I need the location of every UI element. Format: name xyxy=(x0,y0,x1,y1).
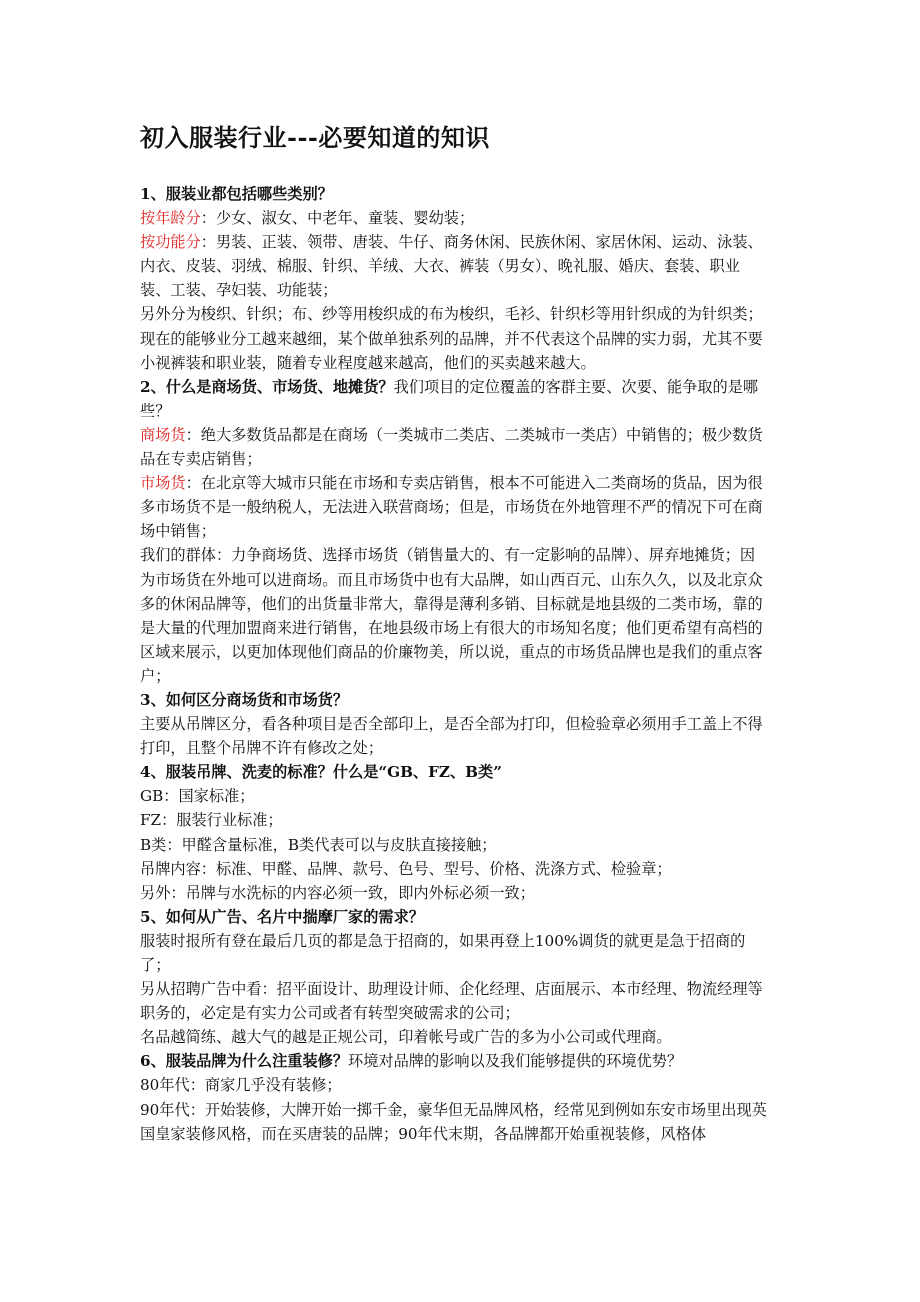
section-2-market-paragraph xyxy=(140,471,770,543)
section-4-paragraph-5: 另外：吊牌与水洗标的内容必须一致，即内外标必须一致； xyxy=(140,883,535,902)
section-2-question-bold: 2、什么是商场货、市场货、地摊货？ xyxy=(140,377,394,396)
section-5-paragraph-2: 另从招聘广告中看：招平面设计、助理设计师、企化经理、店面展示、本市经理、物流经理等职务的，必定是有实力公司或者有转型突破需求的公司； xyxy=(140,980,763,1023)
market-text: ：在北京等大城市只能在市场和专卖店销售，根本不可能进入二类商场的货品，因为很多市场货不是一般纳税人，无法进入联营商场；但是，市场货在外地管理不严的情况下可在商场中销售； xyxy=(140,474,763,541)
section-6-question-bold: 6、服装品牌为什么注重装修？ xyxy=(140,1052,349,1071)
section-1-age-paragraph xyxy=(140,206,770,230)
section-4-paragraph-2: FZ：服装行业标准； xyxy=(140,811,283,830)
section-6-question-normal: 环境对品牌的影响以及我们能够提供的环境优势？ xyxy=(348,1052,683,1071)
section-5-paragraph-1: 服装时报所有登在最后几页的都是急于招商的，如果再登上100%调货的就更是急于招商的了； xyxy=(140,931,746,974)
section-1-paragraph-3: 另外分为梭织、针织；布、纱等用梭织成的布为梭织，毛衫、针织杉等用针织成的为针织类； xyxy=(140,305,763,324)
section-1-question: 1、服装业都包括哪些类别？ xyxy=(140,185,333,203)
section-2-paragraph-4: 我们的群体：力争商场货、选择市场货（销售量大的、有一定影响的品牌）、屏弃地摊货；因为市场货在外地可以进商场。而且市场货中也有大品牌，如山西百元、山东久久，以及北京众多的休闲品牌等，他们的出货量非常大，靠得是薄利多销、目标就是地县级的二类市场，靠的是大量的代理加盟商来进行销售，在地县级市场上有很大的市场知名度；他们更希望有高档的区域来展示，以更加体现他们商品的价廉物美，所以说，重点的市场货品牌也是我们的重点客户； xyxy=(140,546,763,685)
section-6-paragraph-1: 80年代：商家几乎没有装修； xyxy=(140,1076,342,1095)
section-1-paragraph-4: 现在的能够业分工越来越细，某个做单独系列的品牌，并不代表这个品牌的实力弱，尤其不要小视裤装和职业装，随着专业程度越来越高，他们的买卖越来越大。 xyxy=(140,329,763,372)
section-5-paragraph-3: 名品越简练、越大气的越是正规公司，印着帐号或广告的多为小公司或代理商。 xyxy=(140,1028,672,1047)
mall-text: ：绝大多数货品都是在商场（一类城市二类店、二类城市一类店）中销售的；极少数货品在专卖店销售； xyxy=(140,425,763,469)
section-3-question: 3、如何区分商场货和市场货？ xyxy=(140,690,349,709)
section-2-question-normal: 我们项目的定位覆盖的客群主要、次要、能争取的是哪些？ xyxy=(140,377,759,420)
section-4-question: 4、服装吊牌、洗麦的标准？什么是“GB、FZ、B类” xyxy=(140,763,502,782)
age-label: 按年龄分 xyxy=(140,209,201,228)
market-label: 市场货 xyxy=(140,474,186,493)
section-6-question xyxy=(140,1049,770,1073)
section-5-question: 5、如何从广告、名片中揣摩厂家的需求？ xyxy=(140,907,424,926)
section-3-paragraph-1: 主要从吊牌区分，看各种项目是否全部印上，是否全部为打印，但检验章必须用手工盖上不得打印，且整个吊牌不许有修改之处； xyxy=(140,715,763,758)
section-6-paragraph-2: 90年代：开始装修，大牌开始一掷千金，豪华但无品牌风格，经常见到例如东安市场里出现英国皇家装修风格，而在买唐装的品牌；90年代末期，各品牌都开始重视装修，风格体 xyxy=(140,1100,767,1143)
section-4-paragraph-1: GB：国家标准； xyxy=(140,787,255,806)
section-2-question xyxy=(140,375,770,423)
section-4-paragraph-4: 吊牌内容：标准、甲醛、品牌、款号、色号、型号、价格、洗涤方式、检验章； xyxy=(140,859,672,878)
mall-label: 商场货 xyxy=(140,425,186,444)
function-text: ：男装、正装、领带、唐装、牛仔、商务休闲、民族休闲、家居休闲、运动、泳装、内衣、皮装、羽绒、棉服、针织、羊绒、大衣、裤装（男女）、晚礼服、婚庆、套装、职业装、工装、孕妇装、功能装； xyxy=(140,233,763,300)
section-1-function-paragraph xyxy=(140,230,770,302)
document-body xyxy=(140,182,770,1146)
age-text: ：少女、淑女、中老年、童装、婴幼装； xyxy=(200,209,475,228)
section-2-mall-paragraph xyxy=(140,423,770,471)
function-label: 按功能分 xyxy=(140,233,201,252)
section-4-paragraph-3: B类：甲醛含量标准，B类代表可以与皮肤直接接触； xyxy=(140,835,497,854)
page-title: 初入服装行业---必要知道的知识 xyxy=(140,123,490,152)
